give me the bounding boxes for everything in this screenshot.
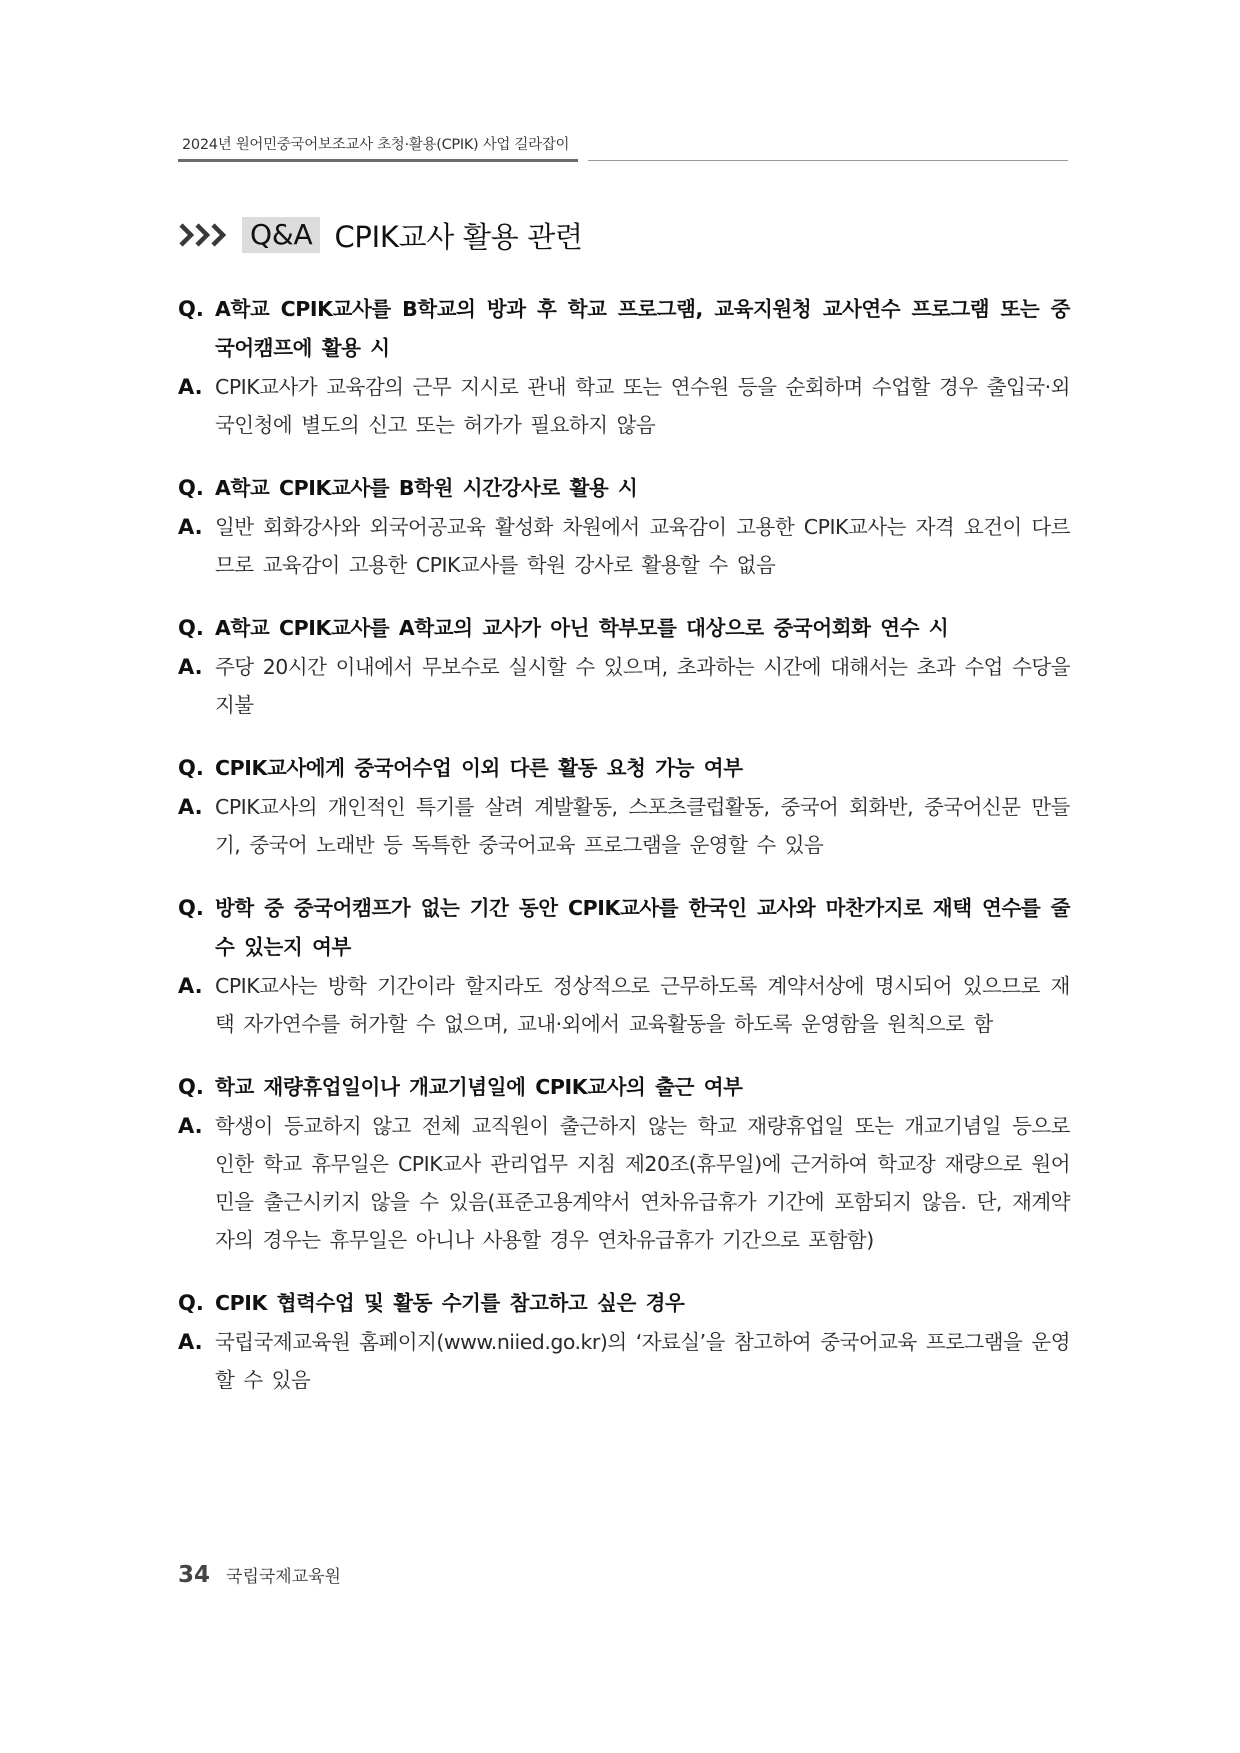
qa-item — [178, 749, 1070, 864]
qa-list — [178, 290, 1070, 1424]
answer — [178, 368, 1070, 444]
question-text: 방학 중 중국어캠프가 없는 기간 동안 CPIK교사를 한국인 교사와 마찬가지로 재택 연수를 줄 수 있는지 여부 — [215, 896, 1070, 959]
qa-tag: Q&A — [242, 217, 320, 253]
header-rule-dark — [178, 159, 578, 162]
answer-label: A. — [178, 515, 203, 539]
answer-text: CPIK교사의 개인적인 특기를 살려 계발활동, 스포츠클럽활동, 중국어 회화반, 중국어신문 만들기, 중국어 노래반 등 독특한 중국어교육 프로그램을 운영할 수 있음 — [215, 795, 1070, 857]
answer — [178, 648, 1070, 724]
question — [178, 889, 1070, 967]
triple-chevron-right-icon — [178, 220, 230, 250]
question-text: A학교 CPIK교사를 B학교의 방과 후 학교 프로그램, 교육지원청 교사연수 프로그램 또는 중국어캠프에 활용 시 — [215, 297, 1070, 360]
question-label: Q. — [178, 1075, 204, 1099]
answer — [178, 967, 1070, 1043]
answer-label: A. — [178, 1114, 203, 1138]
answer — [178, 788, 1070, 864]
question-label: Q. — [178, 756, 204, 780]
qa-item — [178, 1068, 1070, 1259]
question-text: A학교 CPIK교사를 B학원 시간강사로 활용 시 — [215, 476, 638, 500]
qa-item — [178, 469, 1070, 584]
answer-label: A. — [178, 655, 203, 679]
page-number: 34 — [178, 1562, 211, 1588]
page-footer — [178, 1562, 341, 1588]
running-header — [178, 130, 1068, 164]
question — [178, 1068, 1070, 1107]
qa-item — [178, 290, 1070, 444]
running-title: 2024년 원어민중국어보조교사 초청·활용(CPIK) 사업 길라잡이 — [182, 137, 570, 153]
header-rule-light — [588, 160, 1068, 161]
question-label: Q. — [178, 476, 204, 500]
qa-item — [178, 609, 1070, 724]
question-text: CPIK 협력수업 및 활동 수기를 참고하고 싶은 경우 — [215, 1291, 685, 1315]
answer — [178, 508, 1070, 584]
answer-text: 주당 20시간 이내에서 무보수로 실시할 수 있으며, 초과하는 시간에 대해서는 초과 수업 수당을 지불 — [215, 655, 1070, 717]
question-text: A학교 CPIK교사를 A학교의 교사가 아닌 학부모를 대상으로 중국어회화 연수 시 — [215, 616, 949, 640]
question-label: Q. — [178, 616, 204, 640]
question — [178, 290, 1070, 368]
question-text: CPIK교사에게 중국어수업 이외 다른 활동 요청 가능 여부 — [215, 756, 743, 780]
question — [178, 1284, 1070, 1323]
section-heading: CPIK교사 활용 관련 — [334, 219, 583, 254]
answer-label: A. — [178, 795, 203, 819]
qa-item — [178, 889, 1070, 1043]
footer-organization: 국립국제교육원 — [226, 1567, 341, 1587]
question-text: 학교 재량휴업일이나 개교기념일에 CPIK교사의 출근 여부 — [215, 1075, 743, 1099]
qa-item — [178, 1284, 1070, 1399]
question-label: Q. — [178, 1291, 204, 1315]
answer-text: CPIK교사가 교육감의 근무 지시로 관내 학교 또는 연수원 등을 순회하며 수업할 경우 출입국·외국인청에 별도의 신고 또는 허가가 필요하지 않음 — [215, 375, 1070, 437]
answer — [178, 1107, 1070, 1259]
answer-text: 국립국제교육원 홈페이지(www.niied.go.kr)의 ‘자료실’을 참고하여 중국어교육 프로그램을 운영할 수 있음 — [215, 1330, 1070, 1392]
answer-text: CPIK교사는 방학 기간이라 할지라도 정상적으로 근무하도록 계약서상에 명시되어 있으므로 재택 자가연수를 허가할 수 없으며, 교내·외에서 교육활동을 하도록 운영함을 원칙으로 함 — [215, 974, 1070, 1036]
answer-text: 일반 회화강사와 외국어공교육 활성화 차원에서 교육감이 고용한 CPIK교사는 자격 요건이 다르므로 교육감이 고용한 CPIK교사를 학원 강사로 활용할 수 없음 — [215, 515, 1070, 577]
question-label: Q. — [178, 896, 204, 920]
section-title — [178, 212, 583, 258]
question-label: Q. — [178, 297, 204, 321]
answer-text: 학생이 등교하지 않고 전체 교직원이 출근하지 않는 학교 재량휴업일 또는 개교기념일 등으로 인한 학교 휴무일은 CPIK교사 관리업무 지침 제20조(휴무일)에 근거하여 학교장 재량으로 원어민을 출근시키지 않을 수 있음(표준고용계약서 연차유급휴가 기간에 포함되지 않음. 단, 재계약자의 경우는 휴무일은 아니나 사용할 경우 연차유급휴가 기간으로 포함함) — [215, 1114, 1070, 1252]
question — [178, 469, 1070, 508]
answer-label: A. — [178, 1330, 203, 1354]
question — [178, 609, 1070, 648]
answer-label: A. — [178, 974, 203, 998]
question — [178, 749, 1070, 788]
answer-label: A. — [178, 375, 203, 399]
answer — [178, 1323, 1070, 1399]
